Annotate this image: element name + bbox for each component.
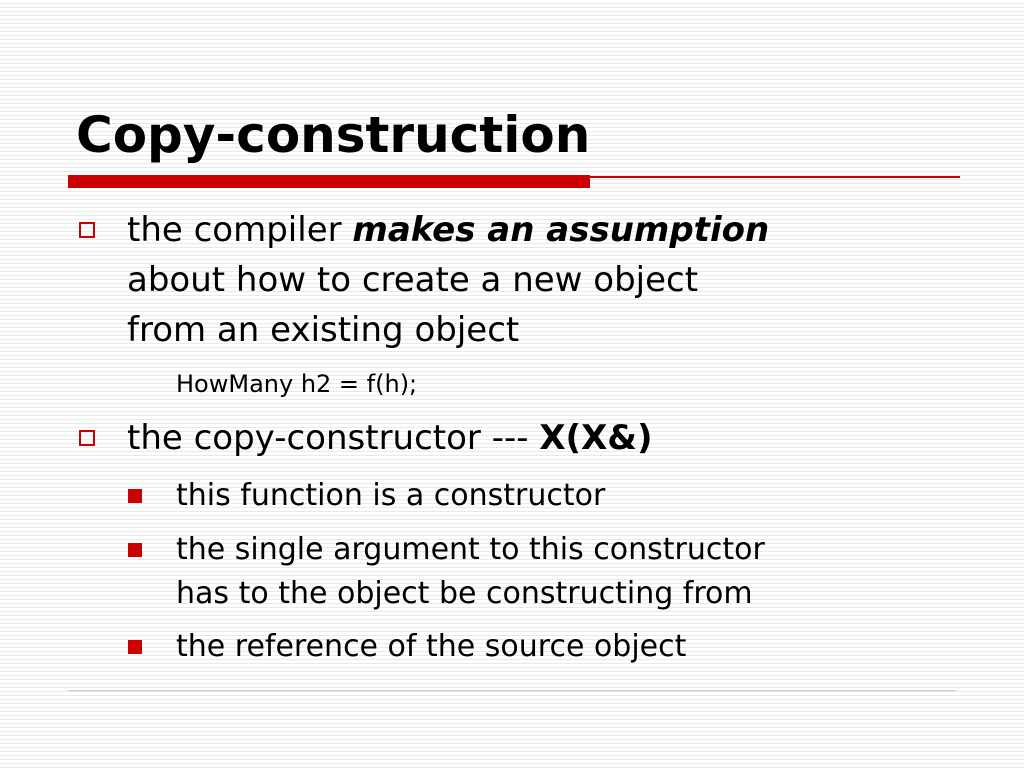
filled-square-bullet-icon — [128, 489, 142, 503]
filled-square-bullet-icon — [128, 543, 142, 557]
footer-divider — [68, 690, 956, 691]
code-example: HowMany h2 = f(h); — [176, 370, 418, 398]
bullet-1-emphasis: makes an assumption — [352, 210, 770, 250]
bullet-2-text — [127, 413, 947, 463]
sub-bullet-1-text — [176, 474, 946, 518]
bullet-1-text — [127, 205, 947, 355]
bullet-2-text-start: the copy-constructor --- — [127, 418, 540, 458]
sub-bullet-2-line-1: the single argument to this constructor — [176, 532, 765, 567]
filled-square-bullet-icon — [128, 640, 142, 654]
bullet-1-line-3: from an existing object — [127, 310, 520, 350]
sub-bullet-2-line-2: has to the object be constructing from — [176, 576, 753, 611]
hollow-square-bullet-icon — [79, 430, 95, 446]
hollow-square-bullet-icon — [79, 222, 95, 238]
sub-bullet-3-line-1: the reference of the source object — [176, 629, 687, 664]
bullet-1-line-2: about how to create a new object — [127, 260, 699, 300]
title-underline-thick — [68, 175, 590, 188]
slide-title: Copy-construction — [76, 106, 591, 164]
title-underline-thin — [590, 176, 960, 178]
bullet-2-strong: X(X&) — [539, 418, 653, 458]
sub-bullet-1-line-1: this function is a constructor — [176, 478, 606, 513]
sub-bullet-2-text — [176, 528, 946, 616]
bullet-1-text-start: the compiler — [127, 210, 353, 250]
sub-bullet-3-text — [176, 625, 946, 669]
